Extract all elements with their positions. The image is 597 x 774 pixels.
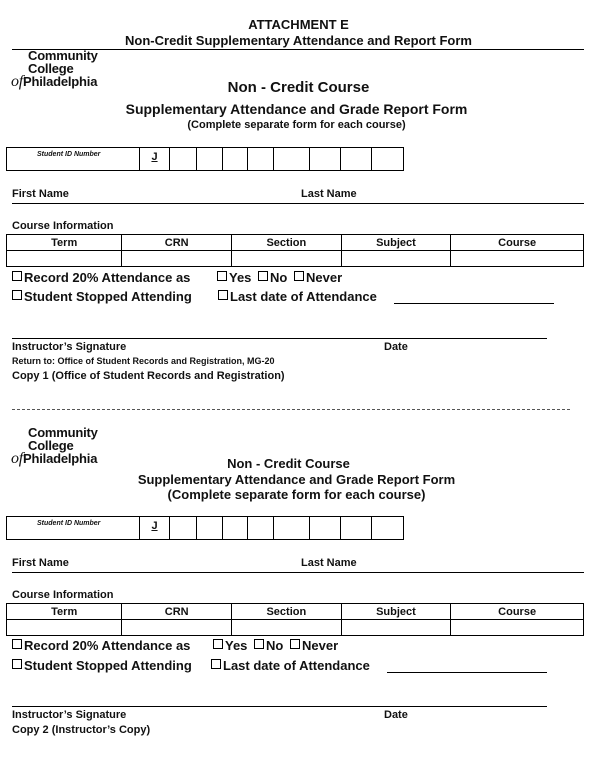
crn-input-cell[interactable] [122, 251, 232, 267]
no-checkbox[interactable] [258, 271, 268, 281]
column-course: Course [451, 235, 584, 251]
term-input-cell[interactable] [7, 620, 122, 636]
student-id-digit-cell[interactable] [274, 517, 310, 539]
student-id-digit-cell[interactable] [248, 517, 274, 539]
date-label: Date [384, 709, 408, 721]
student-id-grid [6, 147, 404, 171]
student-id-digit-cell[interactable] [197, 148, 223, 170]
no-checkbox[interactable] [254, 639, 264, 649]
never-checkbox[interactable] [290, 639, 300, 649]
student-id-label: Student ID Number [7, 148, 140, 170]
record-attendance-row: Record 20% Attendance as [12, 638, 190, 653]
subject-input-cell[interactable] [341, 620, 451, 636]
column-subject: Subject [341, 604, 451, 620]
name-line[interactable] [12, 572, 584, 573]
cut-line [12, 409, 570, 410]
student-id-digit-cell[interactable] [372, 517, 401, 539]
student-id-digit-cell[interactable] [223, 148, 248, 170]
column-term: Term [7, 235, 122, 251]
record-attendance-checkbox[interactable] [12, 271, 22, 281]
student-id-digit-cell[interactable] [372, 148, 401, 170]
form-subtitle: Non-Credit Supplementary Attendance and Report Form [125, 33, 472, 48]
student-id-digit-cell[interactable] [248, 148, 274, 170]
student-id-digit-cell[interactable] [341, 517, 372, 539]
college-logo: Community College ofPhiladelphia [11, 48, 98, 90]
last-date-checkbox[interactable] [218, 290, 228, 300]
form-instructions: (Complete separate form for each course) [187, 119, 406, 131]
section-input-cell[interactable] [232, 620, 342, 636]
first-name-label: First Name [12, 188, 69, 200]
form-heading: Supplementary Attendance and Grade Report Form [137, 472, 456, 487]
signature-label: Instructor’s Signature [12, 341, 127, 353]
first-name-label: First Name [12, 557, 69, 569]
section-input-cell[interactable] [232, 251, 342, 267]
copy-label: Copy 2 (Instructor’s Copy) [12, 724, 151, 736]
student-id-grid [6, 516, 404, 540]
never-checkbox[interactable] [294, 271, 304, 281]
column-crn: CRN [122, 604, 232, 620]
form-title: Non - Credit Course [227, 456, 350, 471]
last-date-row: Last date of Attendance [211, 658, 370, 673]
copy-label: Copy 1 (Office of Student Records and Registration) [12, 370, 285, 382]
record-attendance-row: Record 20% Attendance as [12, 270, 190, 285]
form-heading: Supplementary Attendance and Grade Report Form [125, 101, 468, 117]
column-section: Section [232, 604, 342, 620]
last-date-row: Last date of Attendance [218, 289, 377, 304]
term-input-cell[interactable] [7, 251, 122, 267]
yes-checkbox[interactable] [217, 271, 227, 281]
attachment-title: ATTACHMENT E [248, 17, 349, 32]
attendance-options: Yes No Never [213, 638, 338, 653]
student-id-digit-cell[interactable] [310, 148, 341, 170]
form-instructions: (Complete separate form for each course) [167, 487, 426, 502]
course-info-label: Course Information [12, 589, 114, 601]
signature-line[interactable] [12, 338, 547, 339]
stopped-attending-row: Student Stopped Attending [12, 658, 192, 673]
course-info-label: Course Information [12, 220, 114, 232]
student-id-digit-cell[interactable] [197, 517, 223, 539]
student-id-digit-cell[interactable] [341, 148, 372, 170]
last-date-field[interactable] [387, 672, 547, 673]
column-section: Section [232, 235, 342, 251]
signature-line[interactable] [12, 706, 547, 707]
return-to-text: Return to: Office of Student Records and Registration, MG-20 [12, 356, 275, 366]
last-name-label: Last Name [301, 557, 357, 569]
student-id-digit-cell[interactable] [170, 148, 197, 170]
subject-input-cell[interactable] [341, 251, 451, 267]
student-id-prefix-cell[interactable]: J [140, 148, 170, 170]
yes-checkbox[interactable] [213, 639, 223, 649]
column-subject: Subject [341, 235, 451, 251]
column-term: Term [7, 604, 122, 620]
last-name-label: Last Name [301, 188, 357, 200]
last-date-field[interactable] [394, 303, 554, 304]
column-course: Course [451, 604, 584, 620]
crn-input-cell[interactable] [122, 620, 232, 636]
student-id-label: Student ID Number [7, 517, 140, 539]
signature-label: Instructor’s Signature [12, 709, 127, 721]
last-date-checkbox[interactable] [211, 659, 221, 669]
name-line[interactable] [12, 203, 584, 204]
student-id-digit-cell[interactable] [170, 517, 197, 539]
course-input-cell[interactable] [451, 251, 584, 267]
record-attendance-checkbox[interactable] [12, 639, 22, 649]
student-id-digit-cell[interactable] [310, 517, 341, 539]
student-id-digit-cell[interactable] [274, 148, 310, 170]
course-input-cell[interactable] [451, 620, 584, 636]
form-title: Non - Credit Course [227, 79, 370, 96]
student-id-digit-cell[interactable] [223, 517, 248, 539]
stopped-attending-checkbox[interactable] [12, 290, 22, 300]
stopped-attending-row: Student Stopped Attending [12, 289, 192, 304]
stopped-attending-checkbox[interactable] [12, 659, 22, 669]
college-logo: Community College ofPhiladelphia [11, 425, 98, 467]
course-info-table [6, 234, 584, 267]
course-info-table [6, 603, 584, 636]
student-id-prefix-cell[interactable]: J [140, 517, 170, 539]
attendance-options: Yes No Never [217, 270, 342, 285]
column-crn: CRN [122, 235, 232, 251]
date-label: Date [384, 341, 408, 353]
